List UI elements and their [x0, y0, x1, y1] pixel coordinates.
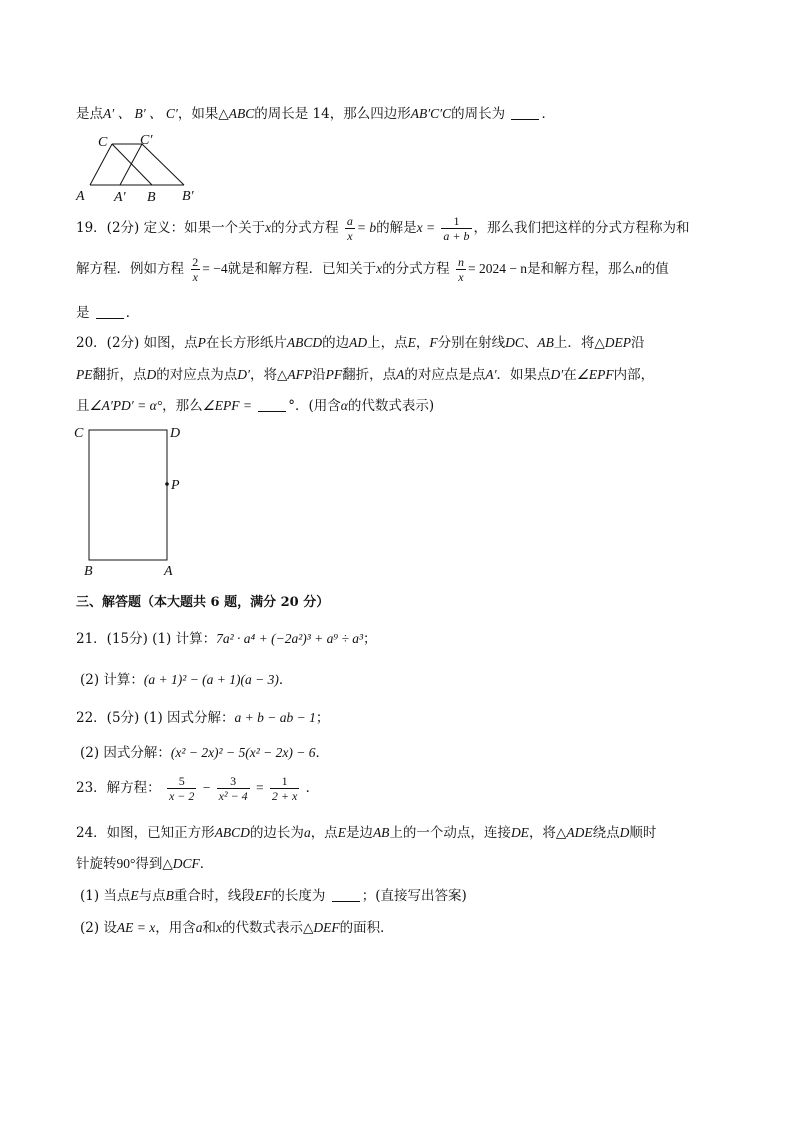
fraction: $\frac{n}{x}$	[457, 255, 464, 284]
q24-line2: 针旋转90°得到△DCF．	[76, 856, 214, 872]
q24-part1: (1) 当点E与点B重合时，线段EF的长度为 ；(直接写出答案)	[80, 888, 467, 904]
fig18-label-B: B	[147, 190, 156, 204]
section-title: 三、解答题（本大题共 6 题，满分 20 分）	[76, 595, 330, 610]
q20-figure	[74, 420, 194, 580]
q19-line3: 是 ．	[76, 305, 140, 321]
fig18-label-A: A	[76, 189, 85, 204]
q21-line1: 21．(15分) (1) 计算：7a² · a⁴ + (−2a²)³ + a⁹ ÷ a³；	[76, 631, 377, 647]
fraction: $\frac{5}{x - 2}$	[168, 774, 195, 803]
q24-part2: (2) 设AE = x，用含a和x的代数式表示△DEF的面积．	[80, 920, 394, 936]
q24-line1: 24．如图，已知正方形ABCD的边长为a，点E是边AB上的一个动点，连接DE，将△ADE绕点D顺时	[76, 825, 657, 841]
answer-blank	[258, 399, 286, 412]
fraction: $\frac{a}{x}$	[346, 214, 353, 243]
q23-line: 23．解方程： $\frac{5}{x - 2}$ − $\frac{3}{\text{x² − 4}}$ = $\frac{1}{2 + x}$ ．	[76, 774, 320, 803]
q18-continuation: 是点A′ 、 B′ 、 C′，如果△ABC的周长是 14，那么四边形AB′C′C的周长为 ．	[76, 106, 555, 122]
answer-blank	[511, 107, 539, 120]
q22-line2: (2) 因式分解：(x² − 2x)² − 5(x² − 2x) − 6．	[80, 745, 329, 761]
fig18-label-B1: B′	[182, 189, 194, 204]
answer-blank	[96, 306, 124, 319]
q18-figure	[74, 128, 214, 204]
q20-line1: 20．(2分) 如图，点P在长方形纸片ABCD的边AD上，点E，F分别在射线DC、AB上．将△DEP沿	[76, 335, 645, 351]
fig18-label-C: C	[98, 135, 108, 150]
fig20-label-A: A	[164, 564, 173, 579]
fig20-label-C: C	[74, 426, 84, 441]
q19-line1: 19．(2分) 定义：如果一个关于x的分式方程 $\frac{a}{x}$ = b的解是x = $\frac{1}{a + b}$ ，那么我们把这样的分式方程称为和	[76, 214, 690, 243]
fraction: $\frac{1}{2 + x}$	[271, 774, 298, 803]
q21-line2: (2) 计算：(a + 1)² − (a + 1)(a − 3)．	[80, 672, 293, 688]
answer-blank	[332, 889, 360, 902]
fraction: $\frac{1}{a + b}$	[443, 214, 470, 243]
fig18-label-A1: A′	[114, 190, 126, 204]
fig20-label-B: B	[84, 564, 93, 579]
q19-line2: 解方程．例如方程 $\frac{2}{x}$ = −4就是和解方程．已知关于x的分式方程 $\frac{n}{x}$ = 2024 − n是和解方程，那么n的值	[76, 255, 669, 284]
q20-line3: 且∠A′PD′ = α°，那么∠EPF = °．(用含α的代数式表示)	[76, 398, 435, 414]
fig20-label-P: P	[171, 478, 180, 493]
fig20-label-D: D	[170, 426, 181, 441]
q22-line1: 22．(5分) (1) 因式分解：a + b − ab − 1；	[76, 710, 330, 726]
fig18-label-C1: C′	[140, 133, 153, 148]
fraction: $\frac{2}{x}$	[192, 255, 199, 284]
fraction: $\frac{3}{\text{x² − 4}}$	[218, 774, 248, 803]
q20-line2: PE翻折，点D的对应点为点D′，将△AFP沿PF翻折，点A的对应点是点A′．如果点D′在∠EPF内部，	[76, 367, 655, 383]
